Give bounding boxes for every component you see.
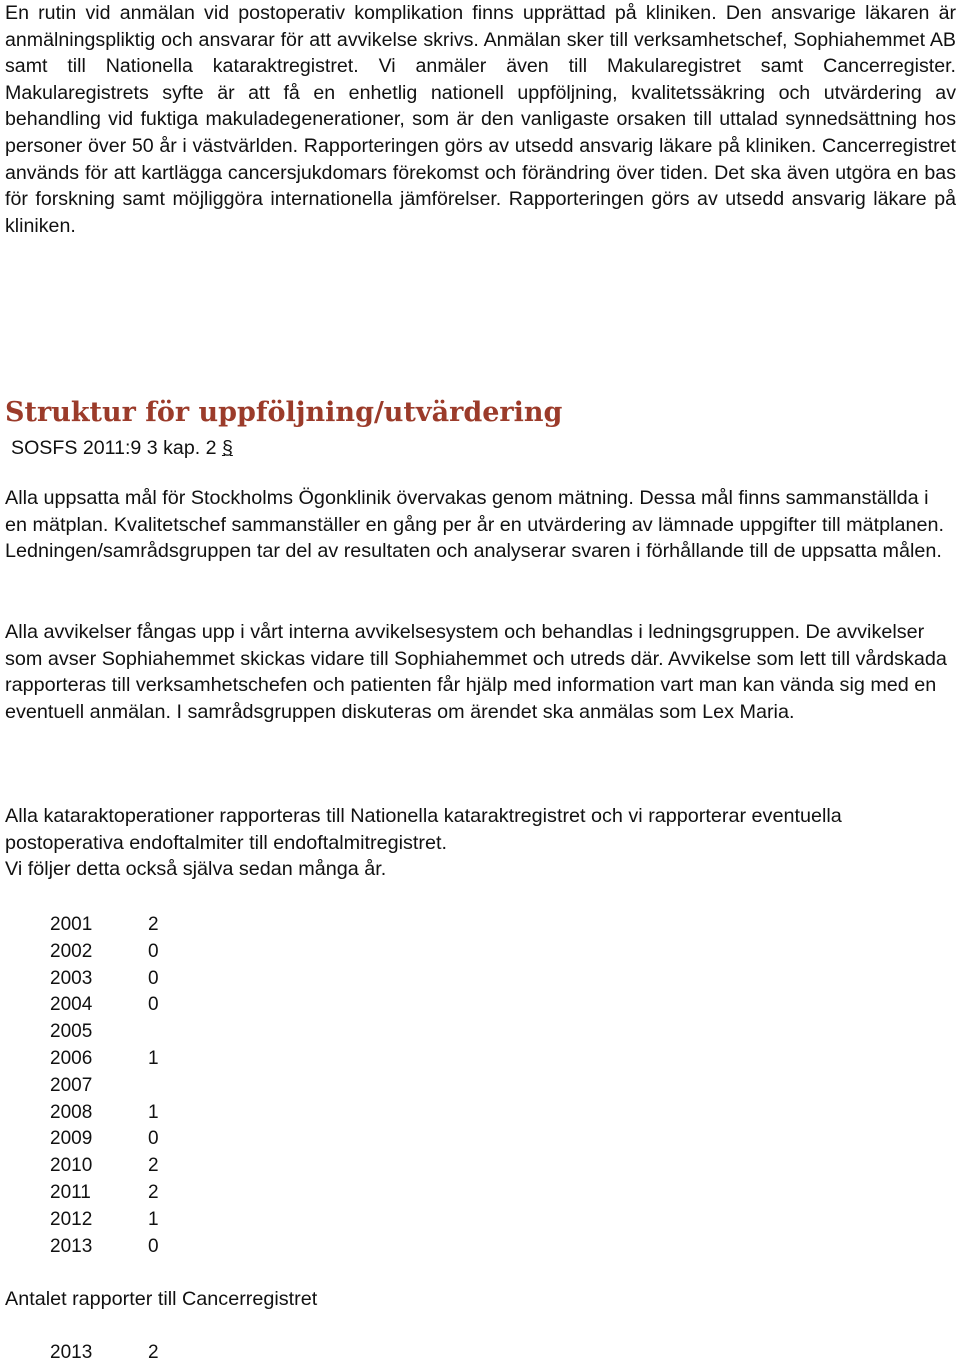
section-symbol: § (221, 437, 233, 459)
table-row (50, 1340, 159, 1366)
count-cell: 1 (148, 1047, 159, 1069)
year-cell: 2003 (50, 967, 93, 989)
count-cell: 1 (148, 1101, 159, 1123)
table-row (50, 1126, 159, 1153)
year-cell: 2005 (50, 1021, 93, 1043)
year-cell: 2011 (50, 1181, 91, 1203)
year-cell: 2008 (50, 1101, 93, 1123)
count-cell: 0 (148, 1235, 159, 1257)
table-row (50, 992, 159, 1019)
year-cell: 2002 (50, 940, 93, 962)
count-cell: 2 (148, 914, 159, 935)
table-row (50, 1019, 159, 1046)
count-cell: 2 (148, 1155, 159, 1177)
count-cell: 2 (148, 1181, 159, 1203)
count-cell: 0 (148, 994, 159, 1016)
paragraph-deviations: Alla avvikelser fångas upp i vårt interna avvikelsesystem och behandlas i ledningsgruppen. De avvikelser som avser Sophiahemmet skickas vidare till Sophiahemmet och utreds där. Avvikelse som lett till vårdskada rapporteras till verksamhetschefen och patienten får hjälp med information vart man kan vända sig med en eventuell anmälan. I samrådsgruppen diskuteras om ärendet ska anmälas som Lex Maria. (5, 621, 947, 724)
year-cell: 2006 (50, 1047, 93, 1069)
year-cell: 2013 (50, 1342, 93, 1363)
paragraph-cataract-register: Alla kataraktoperationer rapporteras till Nationella kataraktregistret och vi rapporterar eventuella postoperativa endoftalmiter till endoftalmitregistret. Vi följer detta också själva sedan många år. (5, 805, 842, 881)
regulation-reference (11, 435, 233, 461)
count-cell: 2 (148, 1342, 159, 1363)
cancer-report-table (50, 1340, 159, 1366)
table-row (50, 1073, 159, 1100)
year-cell: 2004 (50, 994, 93, 1016)
count-cell: 0 (148, 1128, 159, 1150)
year-cell: 2009 (50, 1128, 93, 1150)
count-cell: 1 (148, 1208, 159, 1230)
cancer-register-caption: Antalet rapporter till Cancerregistret (5, 1288, 318, 1310)
table-row (50, 966, 159, 993)
regulation-text: SOSFS 2011:9 3 kap. 2 (11, 437, 217, 459)
year-cell: 2001 (50, 914, 93, 935)
paragraph-measurement: Alla uppsatta mål för Stockholms Ögonklinik övervakas genom mätning. Dessa mål finns sammanställda i en mätplan. Kvalitetschef sammanställer en gång per år en utvärdering av lämnade uppgifter till mätplanen. Ledningen/samrådsgruppen tar del av resultaten och analyserar svaren i förhållande till de uppsatta målen. (5, 487, 945, 563)
count-cell: 0 (148, 940, 159, 962)
table-row (50, 1207, 159, 1234)
year-cell: 2010 (50, 1155, 93, 1177)
table-row (50, 1234, 159, 1261)
table-row (50, 939, 159, 966)
section-heading: Struktur för uppföljning/utvärdering (5, 397, 563, 428)
table-row (50, 912, 159, 939)
table-row (50, 1100, 159, 1127)
table-row (50, 1180, 159, 1207)
count-cell: 0 (148, 967, 159, 989)
year-cell: 2013 (50, 1235, 93, 1257)
year-cell: 2007 (50, 1074, 93, 1096)
table-row (50, 1046, 159, 1073)
table-row (50, 1153, 159, 1180)
intro-paragraph: En rutin vid anmälan vid postoperativ komplikation finns upprättad på kliniken. Den ansvarige läkaren är anmälningspliktig och ansvarar för att avvikelse skrivs. Anmälan sker till verksamhetschef, Sophiahemmet AB samt till Nationella kataraktregistret. Vi anmäler även till Makularegistret samt Cancerregister. Makularegistrets syfte är att få en enhetlig nationell uppföljning, kvalitetssäkring och utvärdering av behandling vid fuktiga makuladegenerationer, som är den vanligaste orsaken till uttalad synnedsättning hos personer över 50 år i västvärlden. Rapporteringen görs av utsedd ansvarig läkare på kliniken. Cancerregistret används för att kartlägga cancersjukdomars förekomst och förändring över tiden. Det ska även utgöra en bas för forskning samt möjliggöra internationella jämförelser. Rapporteringen görs av utsedd ansvarig läkare på kliniken. (5, 2, 956, 237)
yearly-report-table (50, 912, 159, 1260)
year-cell: 2012 (50, 1208, 93, 1230)
